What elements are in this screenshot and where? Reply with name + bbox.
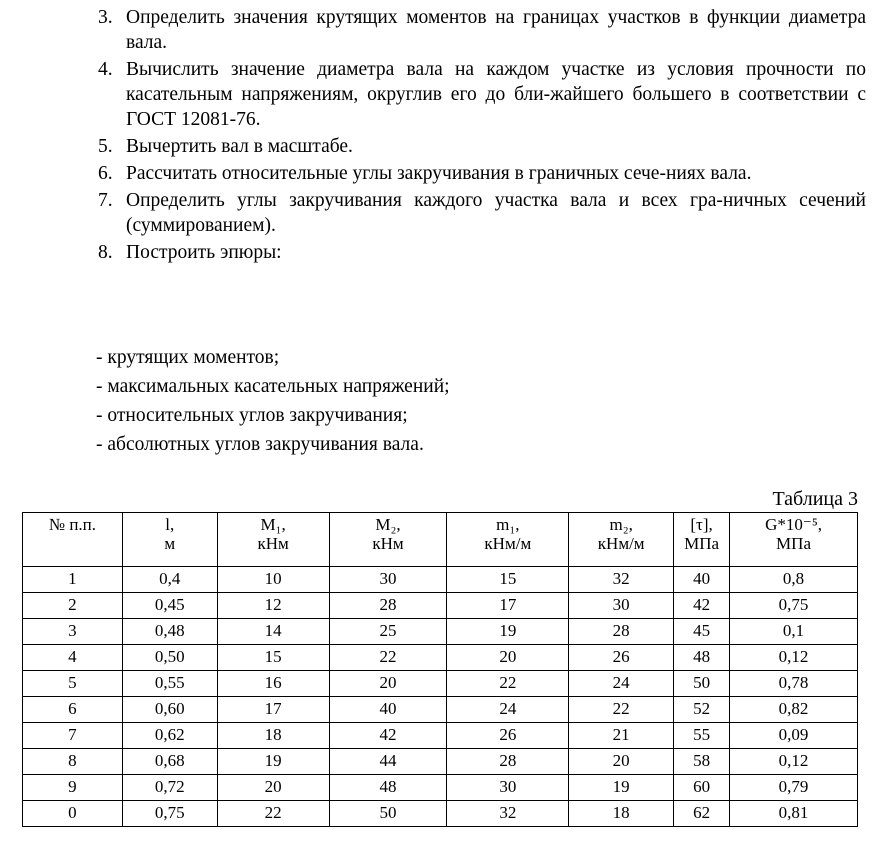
step-item [98, 162, 866, 187]
steps-list [98, 6, 866, 268]
column-header [674, 513, 730, 567]
table-cell: 19 [217, 749, 329, 775]
table-cell: 22 [217, 801, 329, 827]
table-cell: 0,12 [730, 645, 858, 671]
table-cell: 42 [674, 593, 730, 619]
column-header [447, 513, 569, 567]
table-cell: 26 [447, 723, 569, 749]
step-text: Вычертить вал в масштабе. [126, 135, 353, 157]
table-cell: 20 [569, 749, 674, 775]
column-header-unit: м [164, 533, 176, 553]
table-row [23, 567, 858, 593]
table-cell: 0,81 [730, 801, 858, 827]
table-cell: 8 [23, 749, 123, 775]
table-cell: 62 [674, 801, 730, 827]
table-cell: 30 [329, 567, 447, 593]
table-cell: 0,75 [122, 801, 217, 827]
table-cell: 24 [569, 671, 674, 697]
column-header-label: m₂, [609, 515, 633, 534]
column-header [730, 513, 858, 567]
table-cell: 20 [447, 645, 569, 671]
table-cell: 25 [329, 619, 447, 645]
table-row [23, 619, 858, 645]
table-cell: 0,72 [122, 775, 217, 801]
table-cell: 9 [23, 775, 123, 801]
table-cell: 32 [569, 567, 674, 593]
table-cell: 48 [674, 645, 730, 671]
table-cell: 28 [329, 593, 447, 619]
step-number: 3. [98, 7, 113, 28]
column-header [329, 513, 447, 567]
table-cell: 50 [329, 801, 447, 827]
table-cell: 0,45 [122, 593, 217, 619]
table-cell: 40 [329, 697, 447, 723]
table-cell: 48 [329, 775, 447, 801]
table-cell: 0,75 [730, 593, 858, 619]
table-cell: 0,60 [122, 697, 217, 723]
table-caption: Таблица 3 [772, 488, 858, 510]
table-cell: 19 [447, 619, 569, 645]
column-header-label: M₁, [260, 515, 286, 534]
table-body [23, 567, 858, 827]
table-row [23, 801, 858, 827]
table-header-row [23, 513, 858, 567]
table-cell: 40 [674, 567, 730, 593]
table-cell: 17 [217, 697, 329, 723]
step-text: Построить эпюры: [126, 241, 282, 263]
column-header [122, 513, 217, 567]
table-cell: 21 [569, 723, 674, 749]
column-header-label: m₁, [496, 515, 520, 534]
table-cell: 0,55 [122, 671, 217, 697]
table-cell: 0,68 [122, 749, 217, 775]
table-cell: 20 [217, 775, 329, 801]
diagram-bullet-list [96, 346, 450, 462]
step-number: 6. [98, 162, 113, 184]
table-cell: 42 [329, 723, 447, 749]
table-cell: 0 [23, 801, 123, 827]
table-cell: 19 [569, 775, 674, 801]
table-cell: 28 [447, 749, 569, 775]
table-cell: 32 [447, 801, 569, 827]
table-cell: 24 [447, 697, 569, 723]
table-cell: 18 [217, 723, 329, 749]
table-cell: 55 [674, 723, 730, 749]
step-item [98, 135, 866, 160]
table-cell: 22 [569, 697, 674, 723]
step-item [98, 189, 866, 239]
table-cell: 58 [674, 749, 730, 775]
table-cell: 0,78 [730, 671, 858, 697]
step-number: 7. [98, 189, 113, 211]
table-cell: 30 [569, 593, 674, 619]
table-cell: 0,09 [730, 723, 858, 749]
table-cell: 14 [217, 619, 329, 645]
table-cell: 0,79 [730, 775, 858, 801]
table-cell: 0,50 [122, 645, 217, 671]
table-cell: 50 [674, 671, 730, 697]
step-text: Рассчитать относительные углы закручивания в граничных сече-ниях вала. [126, 162, 752, 184]
table-cell: 1 [23, 567, 123, 593]
table-row [23, 749, 858, 775]
step-text: Определить значения крутящих моментов на границах участков в функции диаметра вала. [126, 7, 866, 53]
data-table [22, 512, 858, 827]
table-cell: 4 [23, 645, 123, 671]
table-cell: 18 [569, 801, 674, 827]
table-cell: 5 [23, 671, 123, 697]
table-cell: 22 [329, 645, 447, 671]
table-cell: 52 [674, 697, 730, 723]
table-cell: 15 [447, 567, 569, 593]
column-header-label: G*10⁻⁵, [765, 515, 822, 534]
bullet-item: - крутящих моментов; [96, 347, 280, 368]
column-header-label: l, [165, 515, 175, 534]
column-header [569, 513, 674, 567]
table-cell: 60 [674, 775, 730, 801]
table-cell: 0,82 [730, 697, 858, 723]
table-row [23, 697, 858, 723]
column-header-unit: МПа [684, 533, 720, 553]
column-header-unit: МПа [776, 533, 811, 553]
step-number: 4. [98, 58, 113, 80]
table-cell: 0,12 [730, 749, 858, 775]
column-header-label: M₂, [375, 515, 401, 534]
table-cell: 0,48 [122, 619, 217, 645]
table-cell: 28 [569, 619, 674, 645]
table-cell: 30 [447, 775, 569, 801]
table-cell: 16 [217, 671, 329, 697]
step-number: 5. [98, 135, 113, 157]
step-item [98, 241, 866, 266]
table-cell: 22 [447, 671, 569, 697]
table-row [23, 723, 858, 749]
table-cell: 6 [23, 697, 123, 723]
bullet-item: - абсолютных углов закручивания вала. [96, 433, 424, 455]
table-cell: 45 [674, 619, 730, 645]
table-row [23, 775, 858, 801]
column-header [23, 513, 123, 567]
step-number: 8. [98, 241, 113, 263]
table-cell: 44 [329, 749, 447, 775]
column-header-unit: кНм [372, 533, 404, 553]
table-cell: 10 [217, 567, 329, 593]
step-text: Вычислить значение диаметра вала на каждом участке из условия прочности по касательным напряжениям, округлив его до бли-жайшего большего в соответствии с ГОСТ 12081-76. [126, 58, 866, 130]
table-cell: 7 [23, 723, 123, 749]
bullet-item: - относительных углов закручивания; [96, 404, 408, 426]
table-row [23, 593, 858, 619]
table-cell: 15 [217, 645, 329, 671]
step-text: Определить углы закручивания каждого участка вала и всех гра-ничных сечений (суммированием). [126, 189, 866, 236]
step-item [98, 6, 866, 56]
step-item [98, 58, 866, 133]
table-cell: 26 [569, 645, 674, 671]
bullet-item: - максимальных касательных напряжений; [96, 375, 450, 397]
table-cell: 12 [217, 593, 329, 619]
table-cell: 17 [447, 593, 569, 619]
table-row [23, 645, 858, 671]
column-header-unit: кНм [257, 533, 289, 553]
table-row [23, 671, 858, 697]
table-cell: 2 [23, 593, 123, 619]
column-header-label: [τ], [690, 515, 713, 534]
table-cell: 20 [329, 671, 447, 697]
column-header-unit: кНм/м [484, 533, 532, 553]
column-header-unit: кНм/м [597, 533, 645, 553]
table-cell: 3 [23, 619, 123, 645]
column-header-label: № п.п. [48, 515, 97, 534]
table-cell: 0,8 [730, 567, 858, 593]
table-cell: 0,4 [122, 567, 217, 593]
column-header [217, 513, 329, 567]
table-cell: 0,62 [122, 723, 217, 749]
table-cell: 0,1 [730, 619, 858, 645]
